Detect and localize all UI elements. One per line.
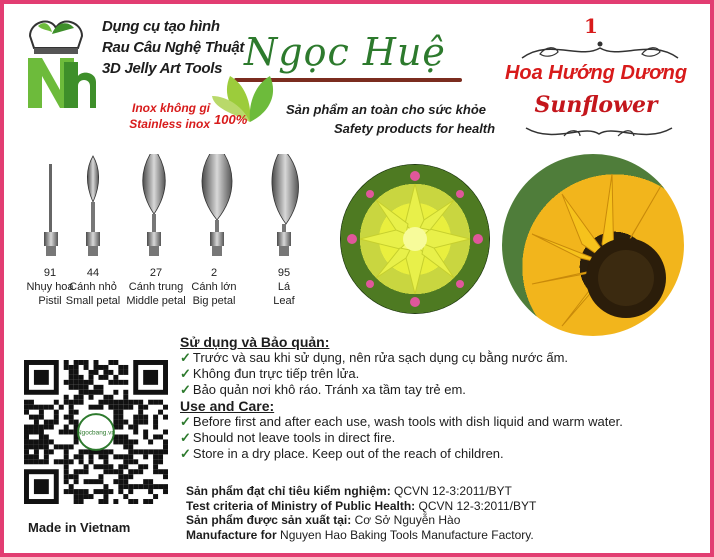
usage-section [180, 334, 710, 462]
tool-name-vi: Lá [277, 281, 291, 293]
spec-label: Sản phẩm được sản xuất tại: [186, 513, 352, 527]
tool-leaf [254, 266, 314, 308]
tool-name-en: Pistil [38, 295, 62, 307]
spec-line-1 [186, 484, 536, 499]
tool-middle-petal [124, 266, 188, 308]
tool-tips-icon [24, 154, 334, 264]
spec-value: QCVN 12-3:2011/BYT [394, 484, 512, 498]
tool-name-en: Small petal [65, 295, 121, 307]
spec-value: Nguyen Hao Baking Tools Manufacture Factory. [280, 527, 534, 542]
inox-en: Stainless inox [129, 117, 210, 131]
flourish-bottom-icon [524, 122, 674, 146]
usage-item-text: Trước và sau khi sử dụng, nên rửa sạch dụng cụ bằng nước ấm. [192, 350, 569, 365]
brand-line-1: Dụng cụ tạo hình [102, 18, 220, 35]
usage-item-vi [180, 350, 710, 366]
brand-logo-icon [16, 14, 96, 110]
spec-label: Sản phẩm đạt chỉ tiêu kiểm nghiệm: [186, 484, 391, 498]
made-in-label: Made in Vietnam [28, 520, 131, 535]
tool-name-en: Leaf [273, 295, 295, 307]
jelly-flower-image [340, 164, 490, 314]
spec-line-4 [186, 528, 536, 543]
spec-label: Manufacture for [186, 527, 277, 542]
sunflower-image [502, 154, 684, 336]
product-title-vi: Hoa Hướng Dương [504, 62, 688, 84]
usage-item-vi [180, 366, 710, 382]
usage-item-en [180, 414, 710, 430]
check-icon: ✓ [180, 446, 191, 461]
spec-label: Test criteria of Ministry of Public Health: [186, 498, 416, 513]
inox-label [110, 100, 210, 132]
brand-line-2: Rau Câu Nghệ Thuật [102, 39, 245, 56]
tool-number: 27 [149, 267, 163, 279]
tool-number: 95 [277, 267, 291, 279]
flourish-top-icon [520, 34, 680, 64]
inox-vi: Inox không gỉ [132, 101, 210, 115]
tool-name-en: Big petal [192, 295, 236, 307]
tool-name-vi: Nhụy hoa [26, 281, 74, 293]
usage-title-en: Use and Care: [180, 398, 275, 414]
percent-badge: 100% [214, 112, 248, 127]
sunflower-photo [502, 154, 684, 336]
usage-item-en [180, 446, 710, 462]
tool-big-petal [184, 266, 244, 308]
safety-claim [286, 100, 495, 138]
spec-value: Cơ Sở Nguyễn Hào [354, 513, 461, 527]
spec-line-2 [186, 499, 536, 514]
usage-item-text: Bảo quản nơi khô ráo. Tránh xa tầm tay trẻ em. [192, 382, 466, 397]
usage-item-en [180, 430, 710, 446]
spec-line-3 [186, 513, 536, 528]
usage-item-text: Không đun trực tiếp trên lửa. [192, 366, 360, 381]
usage-item-vi [180, 382, 710, 398]
tool-name-en: Middle petal [126, 295, 186, 307]
check-icon: ✓ [180, 366, 191, 381]
certification-info [186, 484, 536, 542]
usage-item-text: Before first and after each use, wash tools with dish liquid and warm water. [192, 414, 623, 429]
tool-name-vi: Cánh nhỏ [69, 281, 117, 293]
tool-name-vi: Cánh lớn [191, 281, 237, 293]
safety-en: Safety products for health [334, 121, 496, 136]
usage-title-vi: Sử dụng và Bảo quản: [180, 334, 330, 350]
check-icon: ✓ [180, 414, 191, 429]
check-icon: ✓ [180, 382, 191, 397]
product-number: 1 [584, 14, 598, 38]
brand-name: Ngọc Huệ [244, 30, 446, 74]
brand-line-3: 3D Jelly Art Tools [102, 60, 223, 77]
tool-small-petal [63, 266, 123, 308]
qr-code-icon[interactable] [24, 360, 168, 504]
tool-set [24, 154, 334, 324]
product-title-en: Sunflower [534, 92, 658, 118]
tool-number: 44 [86, 267, 100, 279]
check-icon: ✓ [180, 430, 191, 445]
usage-item-text: Should not leave tools in direct fire. [192, 430, 396, 445]
qr-center-text: Ngocbang.vn [77, 429, 115, 437]
usage-item-text: Store in a dry place. Keep out of the reach of children. [192, 446, 504, 461]
spec-value: QCVN 12-3:2011/BYT [418, 498, 537, 513]
jelly-flower-photo [340, 164, 490, 314]
tool-number: 2 [210, 267, 218, 279]
check-icon: ✓ [180, 350, 191, 365]
safety-vi: Sản phẩm an toàn cho sức khỏe [286, 102, 486, 117]
tool-name-vi: Cánh trung [128, 281, 184, 293]
tool-number: 91 [43, 267, 57, 279]
